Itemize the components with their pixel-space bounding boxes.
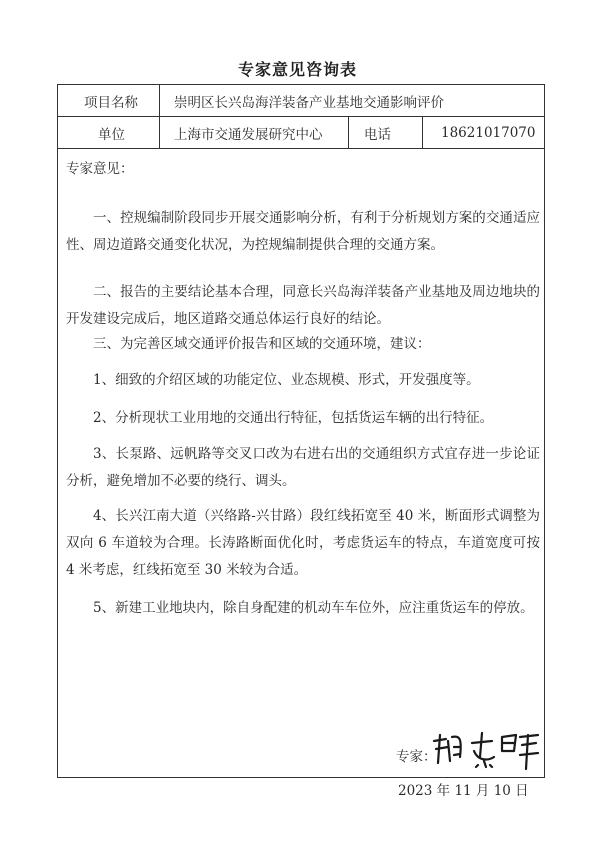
opinion-paragraph-6: 3、长泵路、远帆路等交叉口改为右进右出的交通组织方式宜存进一步论证分析，避免增加不必要的绕行、调头。 (66, 446, 540, 489)
divider (422, 117, 423, 148)
signature-label: 专家： (396, 749, 437, 765)
project-value: 崇明区长兴岛海洋装备产业基地交通影响评价 (174, 94, 444, 111)
opinion-paragraph-1: 一、控规编制阶段同步开展交通影响分析，有利于分析规划方案的交通适应性、周边道路交通变化状况，为控规编制提供合理的交通方案。 (66, 210, 540, 253)
opinion-paragraph-2: 二、报告的主要结论基本合理，同意长兴岛海洋装备产业基地及周边地块的开发建设完成后，地区道路交通总体运行良好的结论。 (66, 284, 540, 327)
project-row (58, 85, 544, 117)
phone-label: 电话 (364, 126, 391, 143)
project-label: 项目名称 (84, 94, 138, 111)
opinion-paragraph-3: 三、为完善区域交通评价报告和区域的交通环境，建议： (93, 336, 431, 352)
phone-value: 18621017070 (441, 124, 536, 141)
handwritten-signature (426, 727, 546, 773)
divider (159, 85, 160, 116)
form-table (57, 84, 545, 799)
opinion-label: 专家意见： (66, 161, 134, 177)
opinion-paragraph-4: 1、细致的介绍区域的功能定位、业态规模、形式，开发强度等。 (93, 372, 480, 388)
unit-label: 单位 (98, 126, 125, 143)
unit-value: 上海市交通发展研究中心 (174, 126, 323, 143)
opinion-paragraph-7: 4、长兴江南大道（兴络路-兴甘路）段红线拓宽至 40 米，断面形式调整为双向 6 车道较为合理。长涛路断面优化时，考虑货运车的特点，车道宽度可按 4 米考虑，红线拓宽至 30 米较为合适。 (66, 508, 540, 578)
opinion-paragraph-5: 2、分析现状工业用地的交通出行特征，包括货运车辆的出行特征。 (93, 410, 494, 426)
opinion-paragraph-8: 5、新建工业地块内，除自身配建的机动车车位外，应注重货运车的停放。 (93, 600, 534, 616)
divider (159, 117, 160, 148)
signature-date: 2023 年 11 月 10 日 (398, 783, 529, 799)
form-title: 专家意见咨询表 (237, 60, 357, 79)
unit-row (58, 117, 544, 149)
opinion-area (58, 149, 544, 799)
divider (348, 117, 349, 148)
